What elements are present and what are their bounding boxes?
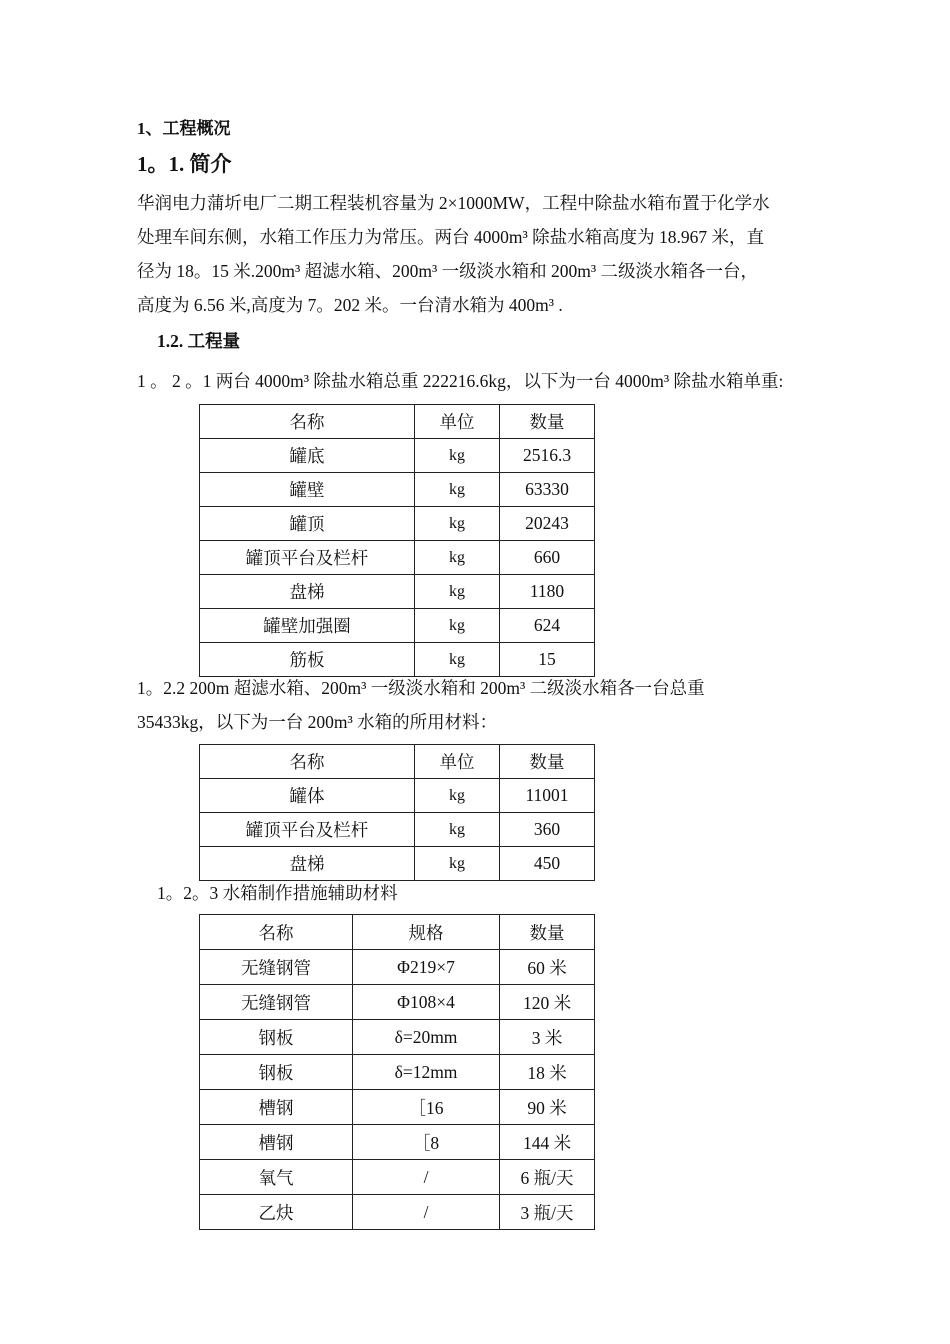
table-cell: 3 米 xyxy=(500,1020,595,1055)
table-cell: 罐体 xyxy=(200,779,415,813)
section-heading: 1、工程概况 xyxy=(137,119,231,138)
section-1-2-2-text-line2: 35433kg，以下为一台 200m³ 水箱的所用材料： xyxy=(137,712,498,732)
table-cell: 18 米 xyxy=(500,1055,595,1090)
section-1-2-1-text: 1 。 2 。1 两台 4000m³ 除盐水箱总重 222216.6kg，以下为一台 4000m³ 除盐水箱单重: xyxy=(137,371,784,391)
intro-line: 高度为 6.56 米,高度为 7。202 米。一台清水箱为 400m³ . xyxy=(137,295,563,315)
table-cell: 罐壁加强圈 xyxy=(200,609,415,643)
table-cell: 450 xyxy=(500,847,595,881)
table-cell: 罐顶平台及栏杆 xyxy=(200,813,415,847)
table-cell: δ=20mm xyxy=(353,1020,500,1055)
table-cell: 1180 xyxy=(500,575,595,609)
table-row xyxy=(200,813,595,847)
table-cell: 120 米 xyxy=(500,985,595,1020)
table-row xyxy=(200,1195,595,1230)
table-cell: δ=12mm xyxy=(353,1055,500,1090)
table-row xyxy=(200,985,595,1020)
subsection-heading-quantity: 1.2. 工程量 xyxy=(157,331,241,351)
table-cell: 6 瓶/天 xyxy=(500,1160,595,1195)
table-cell: 15 xyxy=(500,643,595,677)
table-row xyxy=(200,950,595,985)
table-cell: kg xyxy=(415,541,500,575)
table-cell: ［16 xyxy=(353,1090,500,1125)
table-cell: 罐顶平台及栏杆 xyxy=(200,541,415,575)
table-row xyxy=(200,779,595,813)
table-cell: 90 米 xyxy=(500,1090,595,1125)
table-cell: 无缝钢管 xyxy=(200,950,353,985)
table-cell: kg xyxy=(415,609,500,643)
table-cell: 氧气 xyxy=(200,1160,353,1195)
table-cell: 乙炔 xyxy=(200,1195,353,1230)
table-cell: 144 米 xyxy=(500,1125,595,1160)
table-cell: kg xyxy=(415,779,500,813)
table-header-row xyxy=(200,915,595,950)
header-cell: 名称 xyxy=(200,915,353,950)
table-cell: kg xyxy=(415,507,500,541)
section-1-2-3-text: 1。2。3 水箱制作措施辅助材料 xyxy=(157,883,398,903)
table-cell: 盘梯 xyxy=(200,575,415,609)
table-row xyxy=(200,439,595,473)
header-cell: 数量 xyxy=(500,915,595,950)
table-cell: 3 瓶/天 xyxy=(500,1195,595,1230)
header-cell: 名称 xyxy=(200,745,415,779)
table-cell: 罐底 xyxy=(200,439,415,473)
table-row xyxy=(200,1125,595,1160)
header-cell: 数量 xyxy=(500,405,595,439)
table-cell: kg xyxy=(415,643,500,677)
table-row xyxy=(200,541,595,575)
table-header-row xyxy=(200,405,595,439)
table-cell: Φ108×4 xyxy=(353,985,500,1020)
table-row xyxy=(200,507,595,541)
table-cell: 钢板 xyxy=(200,1055,353,1090)
table-row xyxy=(200,643,595,677)
intro-paragraph xyxy=(137,186,847,322)
table-row xyxy=(200,575,595,609)
table-cell: ［8 xyxy=(353,1125,500,1160)
table-cell: 624 xyxy=(500,609,595,643)
table-row xyxy=(200,1055,595,1090)
table-cell: 钢板 xyxy=(200,1020,353,1055)
section-1-2-2-text-line1: 1。2.2 200m 超滤水箱、200m³ 一级淡水箱和 200m³ 二级淡水箱各一台总重 xyxy=(137,678,705,698)
table-cell: kg xyxy=(415,813,500,847)
table-cell: 60 米 xyxy=(500,950,595,985)
table-row xyxy=(200,473,595,507)
intro-line: 处理车间东侧，水箱工作压力为常压。两台 4000m³ 除盐水箱高度为 18.967 米，直 xyxy=(137,227,764,247)
header-cell: 单位 xyxy=(415,405,500,439)
table-cell: kg xyxy=(415,575,500,609)
tank-4000-weight-table xyxy=(199,404,595,677)
tank-200-material-table xyxy=(199,744,595,881)
header-cell: 数量 xyxy=(500,745,595,779)
table-cell: 无缝钢管 xyxy=(200,985,353,1020)
table-cell: / xyxy=(353,1160,500,1195)
table-cell: kg xyxy=(415,439,500,473)
table-row xyxy=(200,609,595,643)
table-cell: kg xyxy=(415,847,500,881)
header-cell: 规格 xyxy=(353,915,500,950)
table-cell: 20243 xyxy=(500,507,595,541)
table-cell: 2516.3 xyxy=(500,439,595,473)
table-cell: 罐壁 xyxy=(200,473,415,507)
table-cell: 63330 xyxy=(500,473,595,507)
table-cell: 槽钢 xyxy=(200,1125,353,1160)
table-cell: 筋板 xyxy=(200,643,415,677)
auxiliary-materials-table xyxy=(199,914,595,1230)
intro-line: 华润电力蒲圻电厂二期工程装机容量为 2×1000MW，工程中除盐水箱布置于化学水 xyxy=(137,193,770,213)
table-cell: 11001 xyxy=(500,779,595,813)
table-row xyxy=(200,1020,595,1055)
table-cell: 槽钢 xyxy=(200,1090,353,1125)
table-cell: Φ219×7 xyxy=(353,950,500,985)
table-row xyxy=(200,1090,595,1125)
table-cell: kg xyxy=(415,473,500,507)
header-cell: 名称 xyxy=(200,405,415,439)
table-cell: / xyxy=(353,1195,500,1230)
header-cell: 单位 xyxy=(415,745,500,779)
intro-line: 径为 18。15 米.200m³ 超滤水箱、200m³ 一级淡水箱和 200m³ 二级淡水箱各一台， xyxy=(137,261,758,281)
table-header-row xyxy=(200,745,595,779)
table-cell: 360 xyxy=(500,813,595,847)
table-cell: 罐顶 xyxy=(200,507,415,541)
table-cell: 盘梯 xyxy=(200,847,415,881)
table-cell: 660 xyxy=(500,541,595,575)
table-row xyxy=(200,1160,595,1195)
table-row xyxy=(200,847,595,881)
subsection-heading-intro: 1。1. 简介 xyxy=(137,152,232,176)
